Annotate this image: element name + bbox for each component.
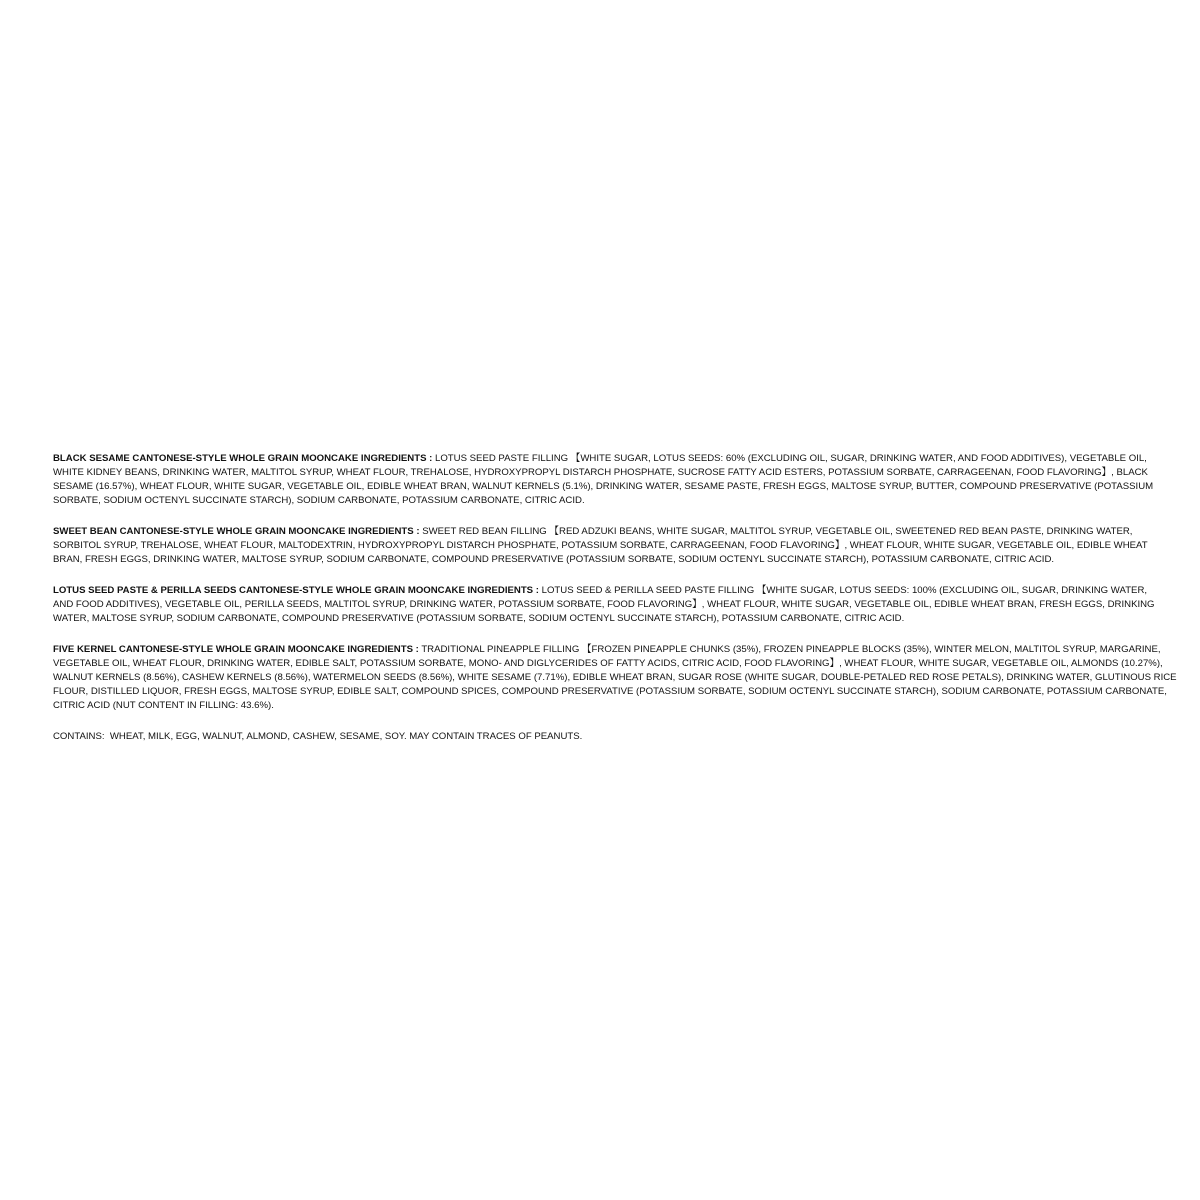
ingredient-line: BRAN, FRESH EGGS, DRINKING WATER, MALTOSE SYRUP, SODIUM CARBONATE, COMPOUND PRESERVATIVE (POTASSIUM SORBATE, SODIUM OCTENYL SUCCINATE STARCH), POTASSIUM CARBONATE, CITRIC ACID. <box>53 554 1055 565</box>
ingredients-paragraph-sweet-bean <box>53 525 1183 567</box>
ingredient-line: CITRIC ACID (NUT CONTENT IN FILLING: 43.6%). <box>53 700 274 711</box>
ingredient-line <box>53 584 1183 598</box>
ingredient-text: SWEET RED BEAN FILLING 【RED ADZUKI BEANS, WHITE SUGAR, MALTITOL SYRUP, VEGETABLE OIL, SWEETENED RED BEAN PASTE, DRINKING WATER, <box>419 526 1133 537</box>
paragraph-title-sweet-bean: SWEET BEAN CANTONESE-STYLE WHOLE GRAIN MOONCAKE INGREDIENTS : <box>53 526 420 537</box>
ingredient-line <box>53 525 1183 539</box>
ingredient-text: LOTUS SEED PASTE FILLING 【WHITE SUGAR, LOTUS SEEDS: 60% (EXCLUDING OIL, SUGAR, DRINKING WATER, AND FOOD ADDITIVES), VEGETABLE OIL, <box>432 453 1147 464</box>
ingredients-paragraph-lotus-perilla <box>53 584 1183 626</box>
ingredient-line: SESAME (16.57%), WHEAT FLOUR, WHITE SUGAR, VEGETABLE OIL, EDIBLE WHEAT BRAN, WALNUT KERNELS (5.1%), DRINKING WATER, SESAME PASTE, FRESH EGGS, MALTOSE SYRUP, BUTTER, COMPOUND PRESERVATIVE (POTASSIUM <box>53 481 1154 492</box>
ingredient-line <box>53 643 1183 657</box>
ingredient-line: WHITE KIDNEY BEANS, DRINKING WATER, MALTITOL SYRUP, WHEAT FLOUR, TREHALOSE, HYDROXYPROPYL DISTARCH PHOSPHATE, SUCROSE FATTY ACID ESTERS, POTASSIUM SORBATE, CARRAGEENAN, FOOD FLAVORING】, BLACK <box>53 467 1148 478</box>
ingredient-line: SORBITOL SYRUP, TREHALOSE, WHEAT FLOUR, MALTODEXTRIN, HYDROXYPROPYL DISTARCH PHOSPHATE, POTASSIUM SORBATE, CARRAGEENAN, FOOD FLAVORING】, WHEAT FLOUR, WHITE SUGAR, VEGETABLE OIL, EDIBLE WHEAT <box>53 540 1148 551</box>
ingredient-line: FLOUR, DISTILLED LIQUOR, FRESH EGGS, MALTOSE SYRUP, EDIBLE SALT, COMPOUND SPICES, COMPOUND PRESERVATIVE (POTASSIUM SORBATE, SODIUM OCTENYL SUCCINATE STARCH), SODIUM CARBONATE, POTASSIUM CARBONATE, <box>53 686 1167 697</box>
ingredient-line: VEGETABLE OIL, WHEAT FLOUR, DRINKING WATER, EDIBLE SALT, POTASSIUM SORBATE, MONO- AND DIGLYCERIDES OF FATTY ACIDS, CITRIC ACID, FOOD FLAVORING】, WHEAT FLOUR, WHITE SUGAR, VEGETABLE OIL, ALMONDS (10.27%), <box>53 658 1163 669</box>
paragraph-title-black-sesame: BLACK SESAME CANTONESE-STYLE WHOLE GRAIN MOONCAKE INGREDIENTS : <box>53 453 433 464</box>
ingredient-line: SORBATE, SODIUM OCTENYL SUCCINATE STARCH), SODIUM CARBONATE, POTASSIUM CARBONATE, CITRIC ACID. <box>53 495 585 506</box>
ingredients-paragraph-black-sesame <box>53 452 1183 508</box>
ingredients-label-panel <box>53 452 1183 744</box>
ingredient-line <box>53 452 1183 466</box>
ingredient-text: LOTUS SEED & PERILLA SEED PASTE FILLING 【WHITE SUGAR, LOTUS SEEDS: 100% (EXCLUDING OIL, SUGAR, DRINKING WATER, <box>538 585 1148 596</box>
ingredient-text: TRADITIONAL PINEAPPLE FILLING 【FROZEN PINEAPPLE CHUNKS (35%), FROZEN PINEAPPLE BLOCKS (35%), WINTER MELON, MALTITOL SYRUP, MARGARINE, <box>418 644 1161 655</box>
allergen-line: CONTAINS: WHEAT, MILK, EGG, WALNUT, ALMOND, CASHEW, SESAME, SOY. MAY CONTAIN TRACES OF PEANUTS. <box>53 731 583 742</box>
ingredients-paragraph-five-kernel <box>53 643 1183 713</box>
paragraph-title-lotus-perilla: LOTUS SEED PASTE & PERILLA SEEDS CANTONESE-STYLE WHOLE GRAIN MOONCAKE INGREDIENTS : <box>53 585 539 596</box>
ingredient-line: WATER, MALTOSE SYRUP, SODIUM CARBONATE, COMPOUND PRESERVATIVE (POTASSIUM SORBATE, SODIUM OCTENYL SUCCINATE STARCH), POTASSIUM CARBONATE, CITRIC ACID. <box>53 613 905 624</box>
allergen-statement <box>53 730 1183 744</box>
ingredient-line: WALNUT KERNELS (8.56%), CASHEW KERNELS (8.56%), WATERMELON SEEDS (8.56%), WHITE SESAME (7.71%), EDIBLE WHEAT BRAN, SUGAR ROSE (WHITE SUGAR, DOUBLE-PETALED RED ROSE PETALS), DRINKING WATER, GLUTINOUS RICE <box>53 672 1177 683</box>
ingredient-line: AND FOOD ADDITIVES), VEGETABLE OIL, PERILLA SEEDS, MALTITOL SYRUP, DRINKING WATER, POTASSIUM SORBATE, FOOD FLAVORING】, WHEAT FLOUR, WHITE SUGAR, VEGETABLE OIL, EDIBLE WHEAT BRAN, FRESH EGGS, DRINKING <box>53 599 1155 610</box>
paragraph-title-five-kernel: FIVE KERNEL CANTONESE-STYLE WHOLE GRAIN MOONCAKE INGREDIENTS : <box>53 644 419 655</box>
